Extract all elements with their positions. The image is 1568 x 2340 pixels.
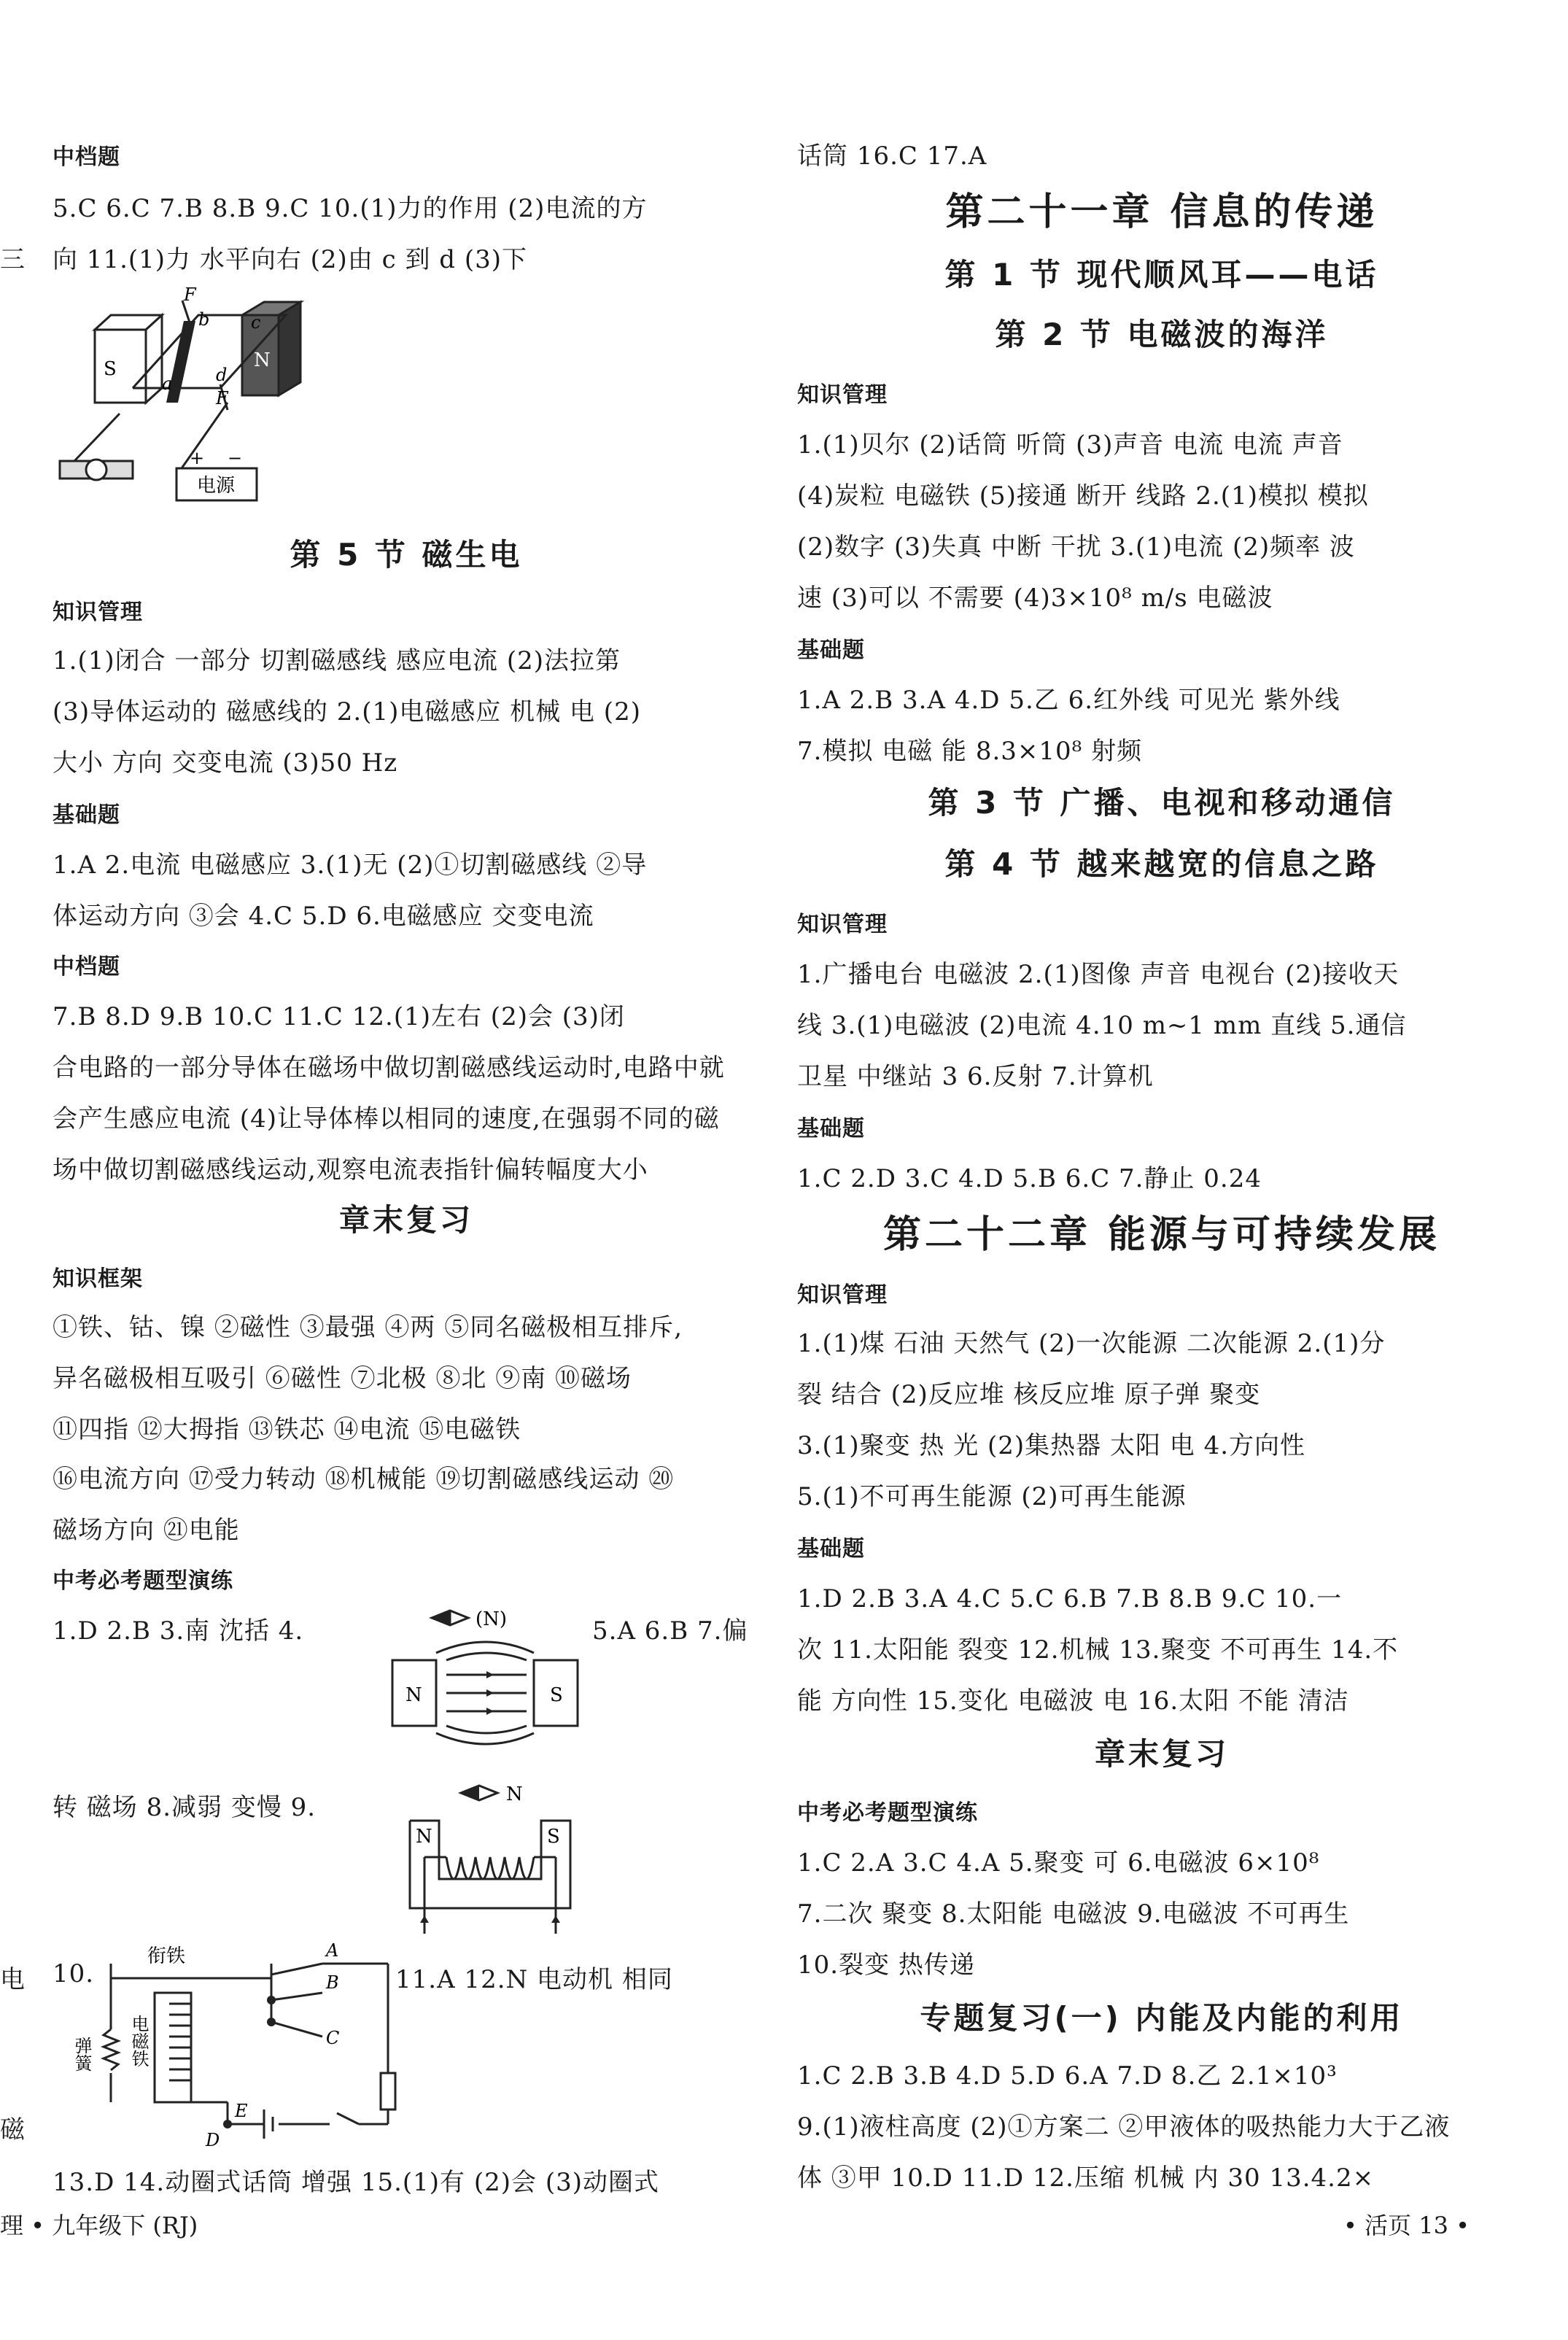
category-label: 中考必考题型演练: [797, 1800, 978, 1826]
category-label: 中档题: [53, 144, 120, 170]
terminal-label: C: [326, 2028, 340, 2048]
section-title: 第 2 节 电磁波的海洋: [995, 317, 1329, 352]
armature-label: 衔铁: [147, 1945, 186, 1967]
magnet-pole-label: N: [405, 1684, 422, 1706]
magnet-pole-label: N: [416, 1826, 432, 1848]
answer-line: 话筒 16.C 17.A: [797, 142, 987, 171]
answer-line: 转 磁场 8.减弱 变慢 9.: [53, 1793, 317, 1822]
compass-north-label: (N): [476, 1608, 508, 1630]
terminal-label: B: [326, 1972, 339, 1993]
cut-off-edge-char: 磁: [0, 2115, 25, 2145]
answer-line: 场中做切割磁感线运动,观察电流表指针偏转幅度大小: [53, 1155, 648, 1185]
answer-line: 10.裂变 热传递: [797, 1950, 975, 1980]
answer-line: 能 方向性 15.变化 电磁波 电 16.太阳 不能 清洁: [797, 1686, 1349, 1716]
footer-page-number: • 活页 13 •: [1343, 2212, 1470, 2239]
answer-line: 5.A 6.B 7.偏: [592, 1616, 748, 1646]
answer-line: 次 11.太阳能 裂变 12.机械 13.聚变 不可再生 14.不: [797, 1635, 1399, 1665]
chapter-title: 第二十二章 能源与可持续发展: [882, 1213, 1441, 1257]
category-label: 基础题: [797, 1116, 865, 1142]
cut-off-edge-char: 三: [0, 245, 25, 274]
answer-line: ①铁、钴、镍 ②磁性 ③最强 ④两 ⑤同名磁极相互排斥,: [53, 1313, 683, 1342]
force-label: F: [184, 284, 196, 305]
terminal-label: D: [206, 2130, 220, 2150]
terminal-label: A: [326, 1940, 339, 1961]
polarity-label: +: [190, 448, 205, 468]
electromagnet-label: 电磁铁: [128, 2015, 149, 2067]
answer-line: 向 11.(1)力 水平向右 (2)由 c 到 d (3)下: [53, 245, 528, 274]
question-number: 10.: [53, 1959, 95, 1988]
answer-line: (2)数字 (3)失真 中断 干扰 3.(1)电流 (2)频率 波: [797, 532, 1355, 562]
answer-line: 1.(1)闭合 一部分 切割磁感线 感应电流 (2)法拉第: [53, 646, 621, 675]
section-title: 第 1 节 现代顺风耳——电话: [944, 257, 1379, 292]
answer-line: 7.B 8.D 9.B 10.C 11.C 12.(1)左右 (2)会 (3)闭: [53, 1002, 625, 1031]
answer-line: 体 ③甲 10.D 11.D 12.压缩 机械 内 30 13.4.2×: [797, 2163, 1375, 2193]
chapter-title: 第二十一章 信息的传递: [945, 190, 1378, 234]
point-label: c: [251, 312, 261, 333]
answer-line: 线 3.(1)电磁波 (2)电流 4.10 m~1 mm 直线 5.通信: [797, 1011, 1407, 1040]
answer-line: 1.(1)煤 石油 天然气 (2)一次能源 二次能源 2.(1)分: [797, 1329, 1386, 1358]
answer-line: 体运动方向 ③会 4.C 5.D 6.电磁感应 交变电流: [53, 902, 594, 931]
force-label: F: [216, 388, 228, 408]
answer-line: 1.广播电台 电磁波 2.(1)图像 声音 电视台 (2)接收天: [797, 960, 1400, 989]
magnet-conductor-figure: [53, 286, 315, 512]
answer-line: 卫星 中继站 3 6.反射 7.计算机: [797, 1062, 1154, 1091]
answer-line: 7.二次 聚变 8.太阳能 电磁波 9.电磁波 不可再生: [797, 1899, 1350, 1929]
category-label: 基础题: [797, 638, 865, 663]
category-label: 中档题: [53, 954, 120, 980]
answer-line: 9.(1)液柱高度 (2)①方案二 ②甲液体的吸热能力大于乙液: [797, 2112, 1451, 2142]
magnet-pole-label: N: [254, 349, 271, 371]
answer-line: 合电路的一部分导体在磁场中做切割磁感线运动时,电路中就: [53, 1053, 725, 1082]
compass-north-label: N: [506, 1783, 523, 1805]
point-label: d: [216, 365, 228, 385]
magnet-pole-label: S: [550, 1684, 563, 1706]
answer-line: 5.C 6.C 7.B 8.B 9.C 10.(1)力的作用 (2)电流的方: [53, 194, 648, 223]
section-title: 第 4 节 越来越宽的信息之路: [944, 846, 1379, 882]
answer-line: 大小 方向 交变电流 (3)50 Hz: [53, 748, 398, 778]
answer-line: 会产生感应电流 (4)让导体棒以相同的速度,在强弱不同的磁: [53, 1104, 720, 1134]
category-label: 知识管理: [797, 912, 888, 937]
category-label: 基础题: [797, 1536, 865, 1562]
answer-line: (4)炭粒 电磁铁 (5)接通 断开 线路 2.(1)模拟 模拟: [797, 481, 1369, 511]
category-label: 知识框架: [53, 1266, 143, 1292]
category-label: 基础题: [53, 802, 120, 828]
section-title: 章末复习: [1094, 1736, 1229, 1772]
section-title: 第 3 节 广播、电视和移动通信: [928, 785, 1396, 821]
answer-line: 1.C 2.B 3.B 4.D 5.D 6.A 7.D 8.乙 2.1×10³: [797, 2061, 1338, 2091]
answer-line: 裂 结合 (2)反应堆 核反应堆 原子弹 聚变: [797, 1380, 1261, 1409]
answer-line: 1.C 2.A 3.C 4.A 5.聚变 可 6.电磁波 6×10⁸: [797, 1848, 1320, 1878]
answer-line: 1.D 2.B 3.南 沈括 4.: [53, 1616, 304, 1646]
category-label: 知识管理: [53, 600, 143, 625]
magnet-pole-label: S: [104, 358, 117, 380]
answer-line: 3.(1)聚变 热 光 (2)集热器 太阳 电 4.方向性: [797, 1431, 1306, 1460]
power-supply-label: 电源: [197, 475, 236, 497]
answer-line: 5.(1)不可再生能源 (2)可再生能源: [797, 1482, 1187, 1511]
spring-label: 弹簧: [71, 2037, 92, 2072]
answer-line: ⑪四指 ⑫大拇指 ⑬铁芯 ⑭电流 ⑮电磁铁: [53, 1415, 521, 1444]
polarity-label: −: [228, 448, 243, 468]
answer-line: 1.C 2.D 3.C 4.D 5.B 6.C 7.静止 0.24: [797, 1164, 1262, 1193]
answer-line: 1.A 2.电流 电磁感应 3.(1)无 (2)①切割磁感线 ②导: [53, 851, 648, 880]
footer-book-info: 理 • 九年级下 (RJ): [0, 2212, 198, 2239]
answer-line: 异名磁极相互吸引 ⑥磁性 ⑦北极 ⑧北 ⑨南 ⑩磁场: [53, 1364, 632, 1393]
answer-line: ⑯电流方向 ⑰受力转动 ⑱机械能 ⑲切割磁感线运动 ⑳: [53, 1465, 675, 1494]
answer-line: 1.(1)贝尔 (2)话筒 听筒 (3)声音 电流 电流 声音: [797, 430, 1343, 460]
answer-line: 速 (3)可以 不需要 (4)3×10⁸ m/s 电磁波: [797, 584, 1273, 613]
section-title: 第 5 节 磁生电: [290, 537, 523, 573]
answer-line: 7.模拟 电磁 能 8.3×10⁸ 射频: [797, 737, 1143, 766]
answer-line: (3)导体运动的 磁感线的 2.(1)电磁感应 机械 电 (2): [53, 697, 641, 727]
magnet-pole-label: S: [547, 1826, 560, 1848]
electromagnet-figure-9: [395, 1777, 599, 1937]
category-label: 知识管理: [797, 1282, 888, 1308]
magnetic-field-figure-4: [388, 1602, 585, 1777]
answer-line: 1.D 2.B 3.A 4.C 5.C 6.B 7.B 8.B 9.C 10.一: [797, 1584, 1343, 1613]
answer-line: 1.A 2.B 3.A 4.D 5.乙 6.红外线 可见光 紫外线: [797, 686, 1340, 715]
section-title: 章末复习: [338, 1202, 473, 1238]
answer-line: 11.A 12.N 电动机 相同: [395, 1965, 673, 1994]
answer-line: 磁场方向 ㉑电能: [53, 1516, 240, 1545]
point-label: b: [198, 309, 210, 330]
answer-line: 13.D 14.动圈式话筒 增强 15.(1)有 (2)会 (3)动圈式: [53, 2168, 659, 2197]
terminal-label: E: [235, 2101, 248, 2121]
category-label: 知识管理: [797, 382, 888, 408]
category-label: 中考必考题型演练: [53, 1568, 233, 1594]
section-title: 专题复习(一) 内能及内能的利用: [920, 2000, 1404, 2036]
point-label: a: [162, 373, 173, 394]
cut-off-edge-char: 电: [0, 1965, 25, 1994]
